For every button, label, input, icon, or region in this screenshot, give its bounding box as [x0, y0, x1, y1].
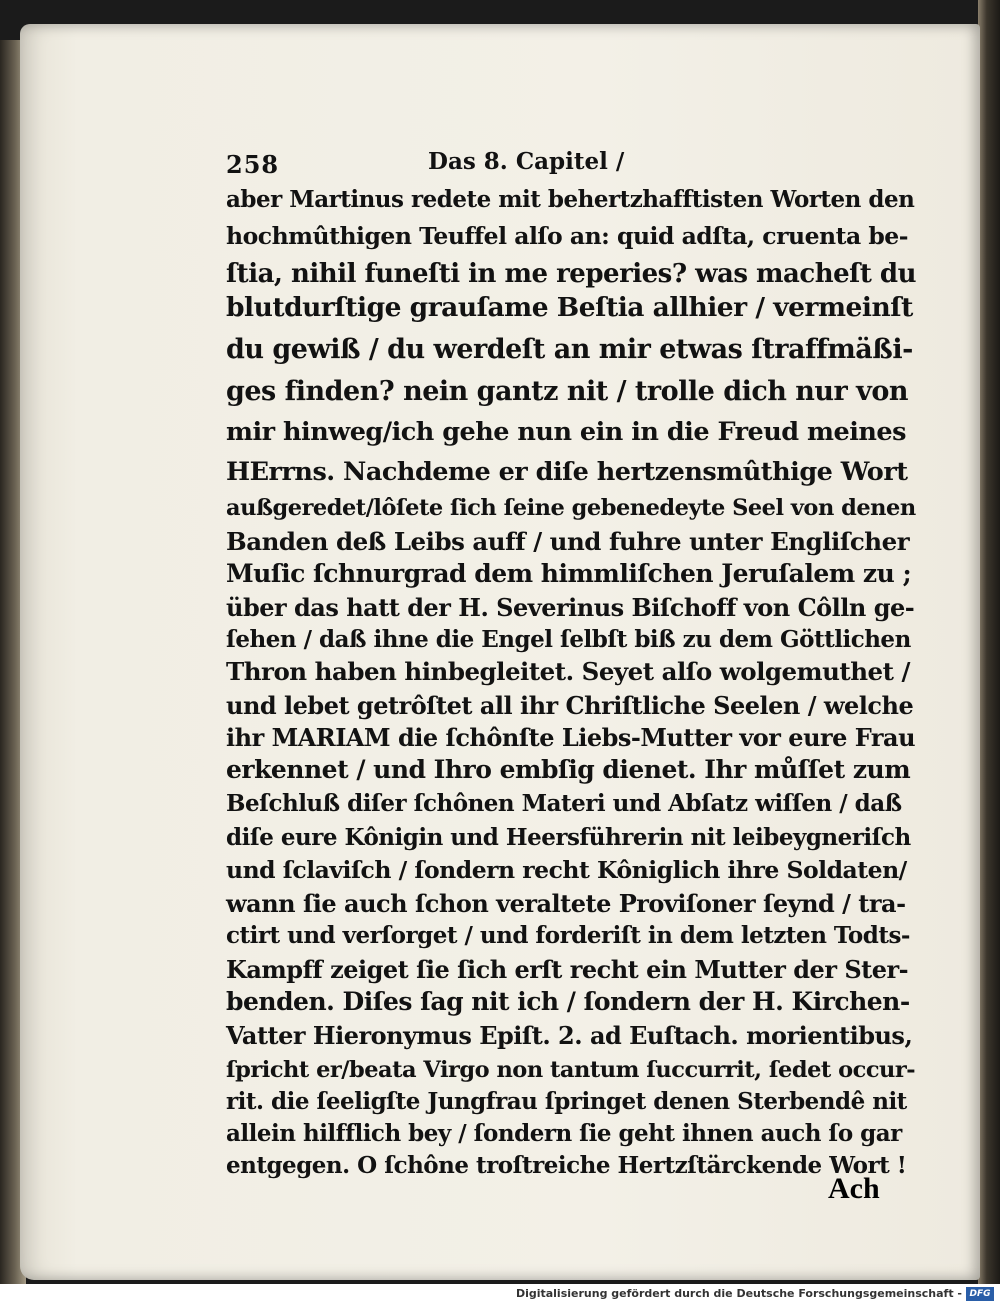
page-header — [208, 136, 908, 179]
text-line: allein hilfflich bey / ſondern ſie geht ihnen auch ſo gar — [226, 1120, 902, 1147]
book-page — [20, 24, 980, 1280]
text-line: und ſclaviſch / ſondern recht Kôniglich ihre Soldaten/ — [226, 856, 907, 884]
text-line: Muſic ſchnurgrad dem himmliſchen Jeruſalem zu ; — [226, 559, 912, 588]
text-line: ſtia, nihil funeſti in me reperies? was macheſt du — [226, 259, 916, 289]
text-line: benden. Diſes ſag nit ich / ſondern der H. Kirchen- — [226, 987, 910, 1016]
text-line: Kampff zeiget ſie ſich erſt recht ein Mutter der Ster- — [226, 955, 909, 984]
footer-bar — [0, 1284, 1000, 1304]
text-line: Thron haben hinbegleitet. Seyet alſo wolgemuthet / — [226, 657, 910, 686]
text-line: hochmûthigen Teuffel alſo an: quid adſta, cruenta be- — [226, 222, 908, 250]
text-line: rit. die ſeeligſte Jungfrau ſpringet denen Sterbendê nit — [226, 1088, 907, 1115]
text-line: Banden deß Leibs auff / und fuhre unter Engliſcher — [226, 527, 910, 556]
text-block — [208, 136, 916, 1179]
digitization-credit: Digitalisierung gefördert durch die Deutsche Forschungsgemeinschaft - — [515, 1287, 962, 1300]
text-line: ctirt und verſorget / und forderiſt in dem letzten Todts- — [226, 922, 910, 949]
text-line: wann ſie auch ſchon veraltete Proviſoner ſeynd / tra- — [226, 889, 906, 918]
text-line: Beſchluß diſer ſchônen Materi und Abſatz wiſſen / daß — [226, 790, 902, 817]
book-edge — [978, 0, 1000, 1284]
text-line: ſpricht er/beata Virgo non tantum ſuccurrit, ſedet occur- — [226, 1057, 916, 1083]
text-line: außgeredet/lôſete ſich ſeine gebenedeyte Seel von denen — [226, 495, 916, 521]
text-line: diſe eure Kônigin und Heersführerin nit leibeygneriſch — [226, 824, 911, 851]
text-line: HErrns. Nachdeme er diſe hertzensmûthige Wort — [226, 457, 908, 487]
text-line: mir hinweg/ich gehe nun ein in die Freud meines — [226, 417, 907, 447]
text-line: über das hatt der H. Severinus Biſchoff von Côlln ge- — [226, 593, 915, 622]
text-line: du gewiß / du werdeſt an mir etwas ſtraffmäßi- — [226, 334, 913, 365]
text-line: Vatter Hieronymus Epiſt. 2. ad Euſtach. morientibus, — [226, 1021, 913, 1050]
text-line: aber Martinus redete mit behertzhafftisten Worten den — [226, 186, 915, 213]
text-line: ſehen / daß ihne die Engel ſelbſt biß zu dem Göttlichen — [226, 626, 911, 653]
page-number: 258 — [226, 150, 280, 179]
text-line: blutdurſtige grauſame Beſtia allhier / vermeinſt — [226, 292, 913, 323]
catchword: Ach — [828, 1172, 880, 1205]
running-head: Das 8. Capitel / — [428, 148, 625, 175]
text-line: entgegen. O ſchône troſtreiche Hertzſtärckende Wort ! — [226, 1152, 907, 1179]
dfg-logo: DFG — [966, 1287, 994, 1301]
text-line: ihr MARIAM die ſchônſte Liebs-Mutter vor eure Frau — [226, 723, 916, 752]
text-line: und lebet getrôſtet all ihr Chriſtliche Seelen / welche — [226, 691, 914, 720]
text-line: ges finden? nein gantz nit / trolle dich nur von — [226, 376, 909, 407]
text-line: erkennet / und Ihro embſig dienet. Ihr můſſet zum — [226, 755, 911, 784]
